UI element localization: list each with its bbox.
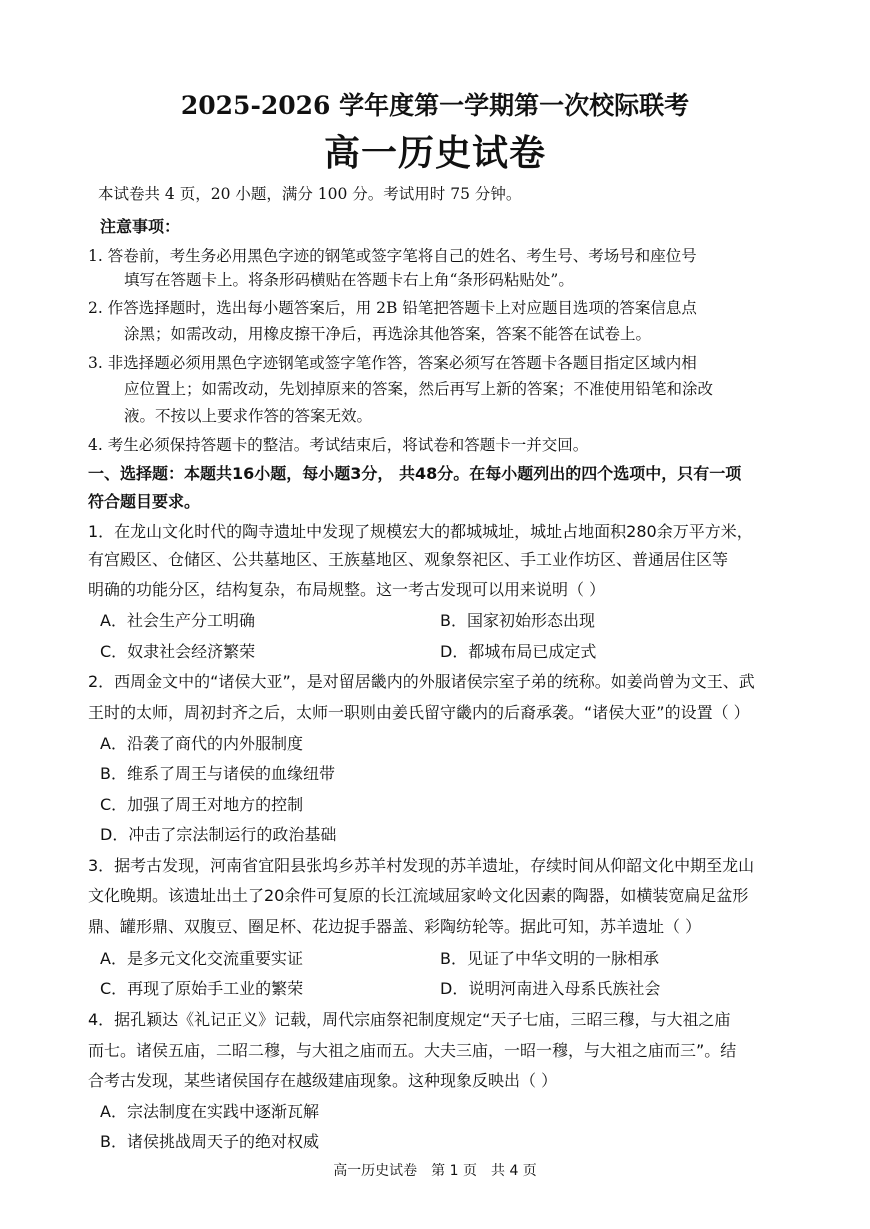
page-footer: 高一历史试卷 第 1 页 共 4 页 — [333, 1163, 537, 1179]
question-2-option-b: B．维系了周王与诸侯的血缘纽带 — [100, 764, 335, 783]
question-3-option-d: D．说明河南进入母系氏族社会 — [440, 979, 661, 998]
question-1-option-b: B．国家初始形态出现 — [440, 611, 595, 630]
section-heading: 一、选择题：本题共16小题，每小题3分， 共48分。在每小题列出的四个选项中，只有一项 — [88, 464, 742, 483]
notice-line: 4. 考生必须保持答题卡的整洁。考试结束后，将试卷和答题卡一并交回。 — [88, 436, 589, 454]
notice-line: 液。不按以上要求作答的答案无效。 — [124, 407, 373, 425]
question-2-option-d: D．冲击了宗法制运行的政治基础 — [100, 825, 337, 844]
question-1-option-a: A．社会生产分工明确 — [100, 611, 255, 630]
question-2-option-a: A．沿袭了商代的内外服制度 — [100, 734, 303, 753]
exam-title: 2025-2026 学年度第一学期第一次校际联考 — [180, 91, 690, 120]
notice-line: 3. 非选择题必须用黑色字迹钢笔或签字笔作答，答案必须写在答题卡各题目指定区域内相 — [88, 354, 697, 372]
notice-line: 涂黑；如需改动，用橡皮擦干净后，再选涂其他答案，答案不能答在试卷上。 — [124, 325, 652, 343]
question-1-stem: 1．在龙山文化时代的陶寺遗址中发现了规模宏大的都城城址，城址占地面积280余万平方米， — [88, 522, 753, 541]
question-1-option-d: D．都城布局已成定式 — [440, 642, 597, 661]
exam-subject-title: 高一历史试卷 — [323, 132, 546, 174]
question-2-stem: 王时的太师，周初封齐之后，太师一职则由姜氏留守畿内的后裔承袭。“诸侯大亚”的设置（ ） — [88, 703, 750, 722]
exam-intro: 本试卷共 4 页，20 小题，满分 100 分。考试用时 75 分钟。 — [98, 185, 522, 203]
question-3-option-b: B．见证了中华文明的一脉相承 — [440, 949, 659, 968]
notice-line: 填写在答题卡上。将条形码横贴在答题卡右上角“条形码粘贴处”。 — [124, 271, 574, 289]
question-3-stem: 3．据考古发现，河南省宜阳县张坞乡苏羊村发现的苏羊遗址，存续时间从仰韶文化中期至龙山 — [88, 856, 755, 875]
question-1-stem: 明确的功能分区，结构复杂，布局规整。这一考古发现可以用来说明（ ） — [88, 580, 606, 599]
question-1-option-c: C．奴隶社会经济繁荣 — [100, 642, 256, 661]
question-4-stem: 合考古发现，某些诸侯国存在越级建庙现象。这种现象反映出（ ） — [88, 1071, 558, 1090]
notice-heading: 注意事项： — [100, 217, 181, 236]
question-3-option-c: C．再现了原始手工业的繁荣 — [100, 979, 304, 998]
question-1-stem: 有宫殿区、仓储区、公共墓地区、王族墓地区、观象祭祀区、手工业作坊区、普通居住区等 — [88, 550, 729, 569]
question-3-option-a: A．是多元文化交流重要实证 — [100, 949, 303, 968]
question-2-option-c: C．加强了周王对地方的控制 — [100, 795, 304, 814]
notice-line: 2. 作答选择题时，选出每小题答案后，用 2B 铅笔把答题卡上对应题目选项的答案信息点 — [88, 299, 697, 317]
notice-line: 1. 答卷前，考生务必用黑色字迹的钢笔或签字笔将自己的姓名、考生号、考场号和座位号 — [88, 247, 697, 265]
question-4-stem: 而七。诸侯五庙，二昭二穆，与大祖之庙而五。大夫三庙，一昭一穆，与大祖之庙而三”。结 — [88, 1041, 737, 1060]
question-4-stem: 4．据孔颖达《礼记正义》记载，周代宗庙祭祀制度规定“天子七庙，三昭三穆，与大祖之庙 — [88, 1010, 731, 1029]
question-3-stem: 鼎、罐形鼎、双腹豆、圈足杯、花边捉手器盖、彩陶纺轮等。据此可知，苏羊遗址（ ） — [88, 917, 702, 936]
notice-line: 应位置上；如需改动，先划掉原来的答案，然后再写上新的答案；不准使用铅笔和涂改 — [124, 380, 714, 398]
section-heading: 符合题目要求。 — [88, 492, 201, 511]
question-3-stem: 文化晚期。该遗址出土了20余件可复原的长江流域屈家岭文化因素的陶器，如横装宽扁足盆形 — [88, 886, 749, 905]
question-4-option-b: B．诸侯挑战周天子的绝对权威 — [100, 1132, 319, 1151]
question-2-stem: 2．西周金文中的“诸侯大亚”，是对留居畿内的外服诸侯宗室子弟的统称。如姜尚曾为文王、武 — [88, 672, 755, 691]
question-4-option-a: A．宗法制度在实践中逐渐瓦解 — [100, 1102, 319, 1121]
